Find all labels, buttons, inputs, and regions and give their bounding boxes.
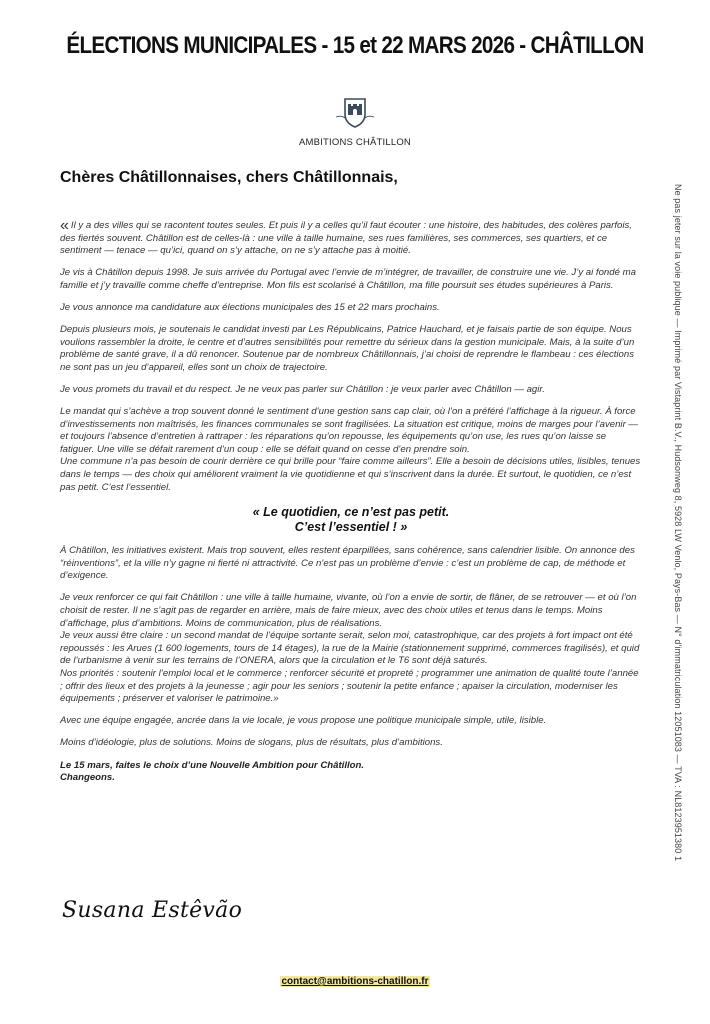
letter-paragraph: Moins d’idéologie, plus de solutions. Moins de slogans, plus de résultats, plus d’ambitions. <box>60 737 443 749</box>
letter-paragraph: Je vous promets du travail et du respect. Je ne veux pas parler sur Châtillon : je veux parler avec Châtillon — agir. <box>60 383 545 395</box>
letter-greeting: Chères Châtillonnaises, chers Châtillonnais, <box>60 169 398 186</box>
highlight-quote <box>60 505 642 535</box>
letter-paragraph: Avec une équipe engagée, ancrée dans la vie locale, je vous propose une politique municipale simple, utile, lisible. <box>60 715 547 727</box>
closing-line: Changeons. <box>60 772 115 784</box>
highlight-quote-line: « Le quotidien, ce n’est pas petit. <box>252 505 450 520</box>
letter-paragraph: À Châtillon, les initiatives existent. Mais trop souvent, elles restent éparpillées, sans cohérence, sans calendrier lisible. On annonce des “réinventions”, et la ville n’y gagne ni fierté ni attractivité. Ce n’est pas un problème d’envie : c’est un problème de cap, de méthode et d’exigence. <box>60 545 635 582</box>
signature: Susana Estêvão <box>62 898 243 923</box>
page-title: ÉLECTIONS MUNICIPALES - 15 et 22 MARS 2026 - CHÂTILLON <box>66 32 644 59</box>
contact-email[interactable]: contact@ambitions-chatillon.fr <box>281 976 429 987</box>
highlight-quote-line: C’est l’essentiel ! » <box>294 520 408 535</box>
letter-paragraph: Je vous annonce ma candidature aux élections municipales des 15 et 22 mars prochains. <box>60 301 440 313</box>
letter-paragraph: Le mandat qui s’achève a trop souvent donné le sentiment d’une gestion sans cap clair, où l’on a préféré l’affichage à la rigueur. À force d’investissements non maîtrisés, les finances communales se sont fragilisées. La situation est critique, moins de marges pour l’avenir — et toujours l’absence d’entretien à rattraper : les réparations qu’on repousse, les équipements qu’on use, les rues qu’on laisse se fatiguer. Une ville se défait rarement d’un coup : elle se défait quand on cesse d’en prendre soin. <box>60 406 639 455</box>
letter-paragraph: Je veux renforcer ce qui fait Châtillon : une ville à taille humaine, vivante, où l’on a envie de sortir, de flâner, de se retrouver — et où l’on choisit de rester. Il ne s’agit pas de regarder en arrière, mais de faire mieux, avec des choix utiles et tenus dans le temps. Moins d’affichage, plus d’ambitions. Moins de communication, plus de réalisations. <box>60 592 637 629</box>
letter-paragraph: « Il y a des villes qui se racontent toutes seules. Et puis il y a celles qu’il faut écouter : une histoire, des habitudes, des colères parfois, des fiertés souvent. Châtillon est de celles-là : une ville à taille humaine, ses rues familières, ses commerces, ses quartiers, et ce sentiment — tenace — qu’ici, quand on s’y attache, on ne s’y attache pas à moitié. <box>60 217 632 257</box>
letter-paragraph: Je veux aussi être claire : un second mandat de l’équipe sortante serait, selon moi, catastrophique, car des projets à fort impact ont été repoussés : les Arues (1 600 logements, tours de 14 étages), la rue de la Mairie (stationnement supprimé, commerces fragilisés), et quid de l’urbanisme à venir sur les terrains de l’ONERA, alors que la circulation et le T6 sont déjà saturés. <box>60 630 640 667</box>
letter-body <box>60 217 642 785</box>
letter-paragraph: Nos priorités : soutenir l’emploi local et le commerce ; renforcer sécurité et propreté ; programmer une animation de qualité toute l’année ; offrir des lieux et des projets à la jeunesse ; agir pour les seniors ; soutenir la petite enfance ; apaiser la circulation, moderniser les équipements ; préserver et valoriser le patrimoine.» <box>60 668 639 705</box>
letter-paragraph: Depuis plusieurs mois, je soutenais le candidat investi par Les Républicains, Patrice Hauchard, et je faisais partie de son équipe. Nous voulions rassembler la droite, le centre et d’autres sensibilités pour remettre du sérieux dans la gestion municipale. Mais, à la suite d’un problème de santé grave, il a dû renoncer. Soutenue par de nombreux Châtillonnais, j’ai choisi de reprendre le flambeau : ces élections ne sont pas un jeu d’appareil, elles sont un choix de trajectoire. <box>60 324 635 373</box>
letter-paragraph: Une commune n’a pas besoin de courir derrière ce qui brille pour “faire comme ailleurs”. Elle a besoin de décisions utiles, lisibles, tenues dans le temps — des choix qui améliorent vraiment la vie quotidienne et qui s’inscrivent dans la durée. Et surtout, le quotidien, ce n’est pas petit. C’est l’essentiel. <box>60 456 641 493</box>
closing-line: Le 15 mars, faites le choix d’une Nouvelle Ambition pour Châtillon. <box>60 759 365 771</box>
contact-email-link[interactable] <box>0 976 710 987</box>
legal-mention: Ne pas jeter sur la voie publique — Imprimé par Vistaprint B.V., Hudsonweg 8, 5928 LW Venlo, Pays-Bas — N° d’immatriculation 12051083 — TVA : NL8123951380 1 <box>673 184 683 862</box>
opening-quote-mark: « <box>60 217 69 234</box>
castle-shield-icon <box>333 96 377 130</box>
letter-paragraph: Je vis à Châtillon depuis 1998. Je suis arrivée du Portugal avec l’envie de m’intégrer, de travailler, de construire une vie. J’y ai fondé ma famille et j’y travaille comme cheffe d’entreprise. Mon fils est scolarisé à Châtillon, ma fille poursuit ses études supérieures à Paris. <box>60 267 636 291</box>
closing-call <box>60 760 642 785</box>
logo-name: AMBITIONS CHÂTILLON <box>298 137 411 148</box>
